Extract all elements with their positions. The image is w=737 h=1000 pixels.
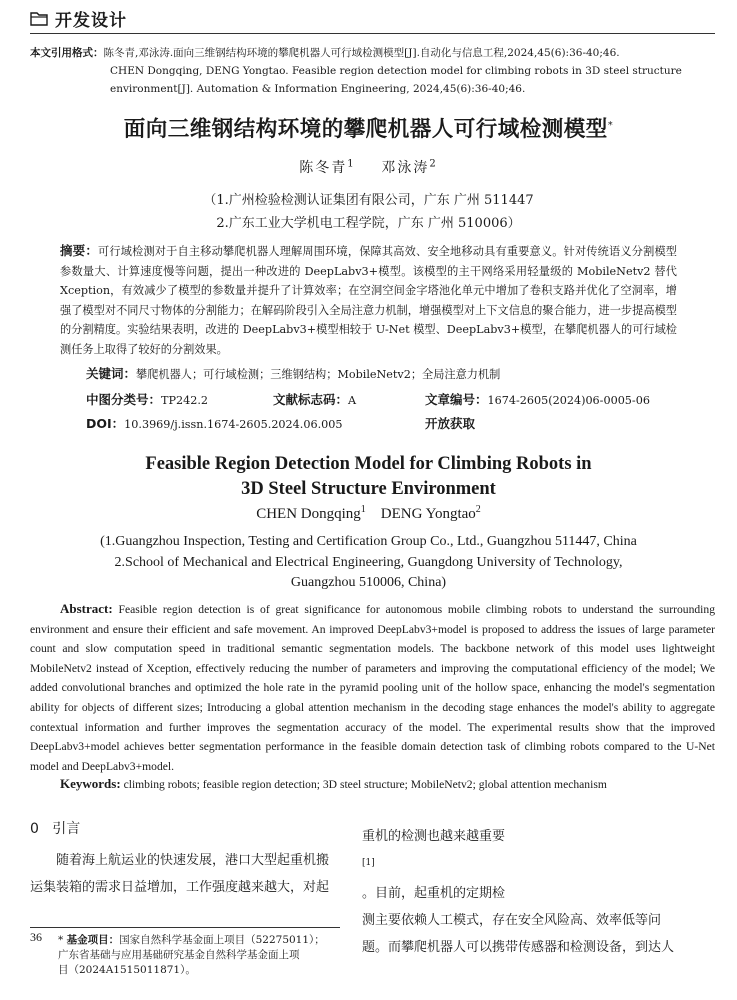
section-heading-introduction bbox=[30, 818, 80, 838]
abstract-zh-label: 摘要： bbox=[60, 243, 99, 258]
title-zh-text: 面向三维钢结构环境的攀爬机器人可行域检测模型 bbox=[123, 117, 608, 142]
keywords-en bbox=[60, 776, 715, 792]
doi-row bbox=[86, 414, 677, 432]
affiliation-line: 2.School of Mechanical and Electrical Engineering, Guangdong University of Technology, bbox=[114, 554, 623, 570]
citation-line: environment[J]. Automation & Information Engineering, 2024,45(6):36-40;46. bbox=[110, 83, 526, 95]
citation-line bbox=[30, 44, 715, 62]
open-access-label: 开放获取 bbox=[425, 416, 476, 431]
affiliation-line: (1.Guangzhou Inspection, Testing and Certification Group Co., Ltd., Guangzhou 511447, China bbox=[100, 534, 637, 549]
footnote-funding bbox=[58, 933, 348, 978]
citation-line: CHEN Dongqing, DENG Yongtao. Feasible region detection model for climbing robots in 3D steel structure bbox=[110, 65, 682, 77]
page-number: 36 bbox=[30, 930, 42, 944]
doi-link[interactable]: 10.3969/j.issn.1674-2605.2024.06.005 bbox=[124, 418, 343, 431]
header-rule bbox=[30, 33, 715, 34]
body-line: 测主要依赖人工模式，存在安全风险高、效率低等问 bbox=[362, 913, 662, 929]
footnote-label: 基金项目： bbox=[66, 934, 120, 946]
keywords-zh bbox=[86, 364, 677, 382]
paper-title-en bbox=[0, 452, 737, 502]
section-title: 引言 bbox=[52, 821, 81, 837]
article-number: 文章编号：1674-2605(2024)06-0005-06 bbox=[425, 392, 650, 407]
affiliation-line: （1.广州检验检测认证集团有限公司，广东 广州 511447 bbox=[203, 193, 534, 208]
author-affiliation-mark: 1 bbox=[347, 158, 356, 170]
abstract-en-label: Abstract: bbox=[60, 601, 113, 616]
abstract-en-text: Feasible region detection is of great significance for autonomous mobile climbing robots to understand the surrounding environment and ensure their efficient and safe movement. An improved DeepLabv3+model is proposed to address the issues of large parameter count and slow computation speed in traditional semantic segmentation models. The backbone network of this model uses lightweight MobileNetv2 instead of Xception, effectively reducing the number of parameters and improving the computational efficiency of the model; We added convolutional branches and optimized the hole rate in the pyramid pooling unit of the hollow space, enhancing the model's segmentation ability for objects of different sizes; Introducing a global attention mechanism in the decoding stage enhances the model's ability to aggregate contextual information and further improves the segmentation accuracy of the model. The experimental results show that the improved DeepLabv3+model achieves better segmentation performance in the feasible domain detection task of climbing robots compared to the U-Net model and DeepLabv3+model. bbox=[30, 603, 715, 773]
author-affiliation-mark: 1 bbox=[360, 504, 366, 515]
footnote-line: 广东省基础与应用基础研究基金自然科学基金面上项 bbox=[58, 949, 300, 961]
authors-zh bbox=[0, 157, 737, 177]
affiliation-line: 2.广东工业大学机电工程学院，广东 广州 510006） bbox=[216, 216, 521, 231]
footnote-line: 目（2024A1515011871）。 bbox=[58, 964, 196, 976]
author-name: CHEN Dongqing bbox=[256, 506, 361, 522]
body-column-right bbox=[362, 823, 717, 961]
section-header-text: 开发设计 bbox=[55, 11, 127, 31]
author-name: 陈冬青 bbox=[299, 160, 348, 176]
doi: DOI：10.3969/j.issn.1674-2605.2024.06.005 bbox=[86, 416, 343, 431]
citation-ref[interactable]: [1] bbox=[362, 858, 375, 868]
body-line: 随着海上航运业的快速发展，港口大型起重机搬 bbox=[56, 853, 330, 868]
citation-label: 本文引用格式： bbox=[30, 47, 104, 59]
citation-text: 陈冬青,邓泳涛.面向三维钢结构环境的攀爬机器人可行域检测模型[J].自动化与信息工程,2024,45(6):36-40;46. bbox=[103, 47, 620, 59]
keywords-en-label: Keywords: bbox=[60, 776, 121, 791]
title-footnote-mark: * bbox=[607, 119, 614, 131]
author-affiliation-mark: 2 bbox=[429, 158, 438, 170]
section-number: 0 bbox=[30, 821, 39, 837]
affiliations-zh bbox=[0, 189, 737, 235]
body-column-left bbox=[30, 847, 348, 901]
author-name: 邓泳涛 bbox=[381, 160, 430, 176]
abstract-zh-text: 可行域检测对于自主移动攀爬机器人理解周围环境，保障其高效、安全地移动具有重要意义。针对传统语义分割模型参数量大、计算速度慢等问题，提出一种改进的 DeepLabv3+模型。该模型的主干网络采用轻量级的 MobileNetv2 替代 Xception，有效减少了模型的参数量并提升了计算效率；在空洞空间金字塔池化单元中增加了卷积支路并优化了空洞率，增强了模型对不同尺寸物体的分割能力；在解码阶段引入全局注意力机制，增强模型对上下文信息的聚合能力，进一步提高模型的分割精度。实验结果表明，改进的 DeepLabv3+模型相较于 U-Net 模型、DeepLabv3+模型，在攀爬机器人的可行域检测任务上取得了较好的分割效果。 bbox=[60, 245, 677, 356]
affiliation-line: Guangzhou 510006, China) bbox=[290, 575, 447, 590]
clc-number: 中图分类号：TP242.2 bbox=[86, 392, 209, 407]
keywords-zh-label: 关键词： bbox=[86, 366, 137, 381]
abstract-zh bbox=[60, 241, 677, 359]
title-en-line: 3D Steel Structure Environment bbox=[241, 479, 496, 499]
footnote-rule bbox=[30, 927, 340, 928]
authors-en bbox=[0, 504, 737, 523]
citation-block bbox=[30, 44, 715, 98]
title-en-line: Feasible Region Detection Model for Climbing Robots in bbox=[145, 454, 592, 474]
keywords-en-text: climbing robots; feasible region detection; 3D steel structure; MobileNetv2; global attention mechanism bbox=[123, 778, 607, 791]
classification-row bbox=[86, 390, 677, 408]
keywords-zh-text: 攀爬机器人；可行域检测；三维钢结构；MobileNetv2；全局注意力机制 bbox=[136, 368, 501, 381]
document-code: 文献标志码：A bbox=[273, 392, 357, 407]
body-line: 运集装箱的需求日益增加，工作强度越来越大，对起 bbox=[30, 880, 330, 895]
author-affiliation-mark: 2 bbox=[475, 504, 481, 515]
body-line: 重机的检测也越来越重要 [1] 。目前，起重机的定期检 bbox=[362, 829, 506, 902]
paper-title-zh bbox=[0, 112, 737, 143]
section-header bbox=[30, 6, 127, 31]
footnote-mark: * bbox=[58, 934, 64, 946]
author-name: DENG Yongtao bbox=[380, 506, 476, 522]
affiliations-en bbox=[0, 532, 737, 594]
folder-icon bbox=[30, 11, 48, 26]
footnote-line: 国家自然科学基金面上项目（52275011）； bbox=[119, 934, 325, 946]
abstract-en bbox=[30, 599, 715, 776]
body-line: 题。而攀爬机器人可以携带传感器和检测设备，到达人 bbox=[362, 940, 675, 956]
